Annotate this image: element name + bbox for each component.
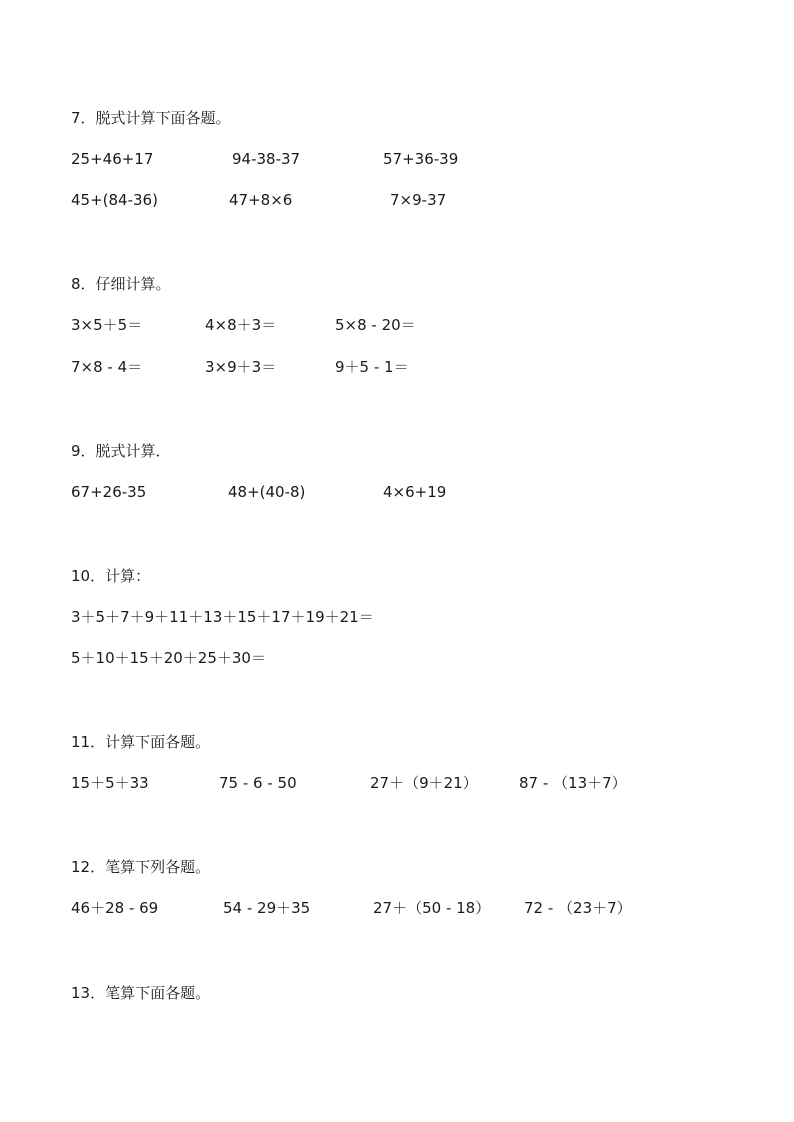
problem-10-1: 3＋5＋7＋9＋11＋13＋15＋17＋19＋21＝ <box>71 608 374 626</box>
problem-12-3: 27＋（50 - 18） <box>373 899 491 917</box>
problem-7-6: 7×9-37 <box>390 191 447 209</box>
section-9-title: 9．脱式计算． <box>71 442 171 460</box>
problem-10-2: 5＋10＋15＋20＋25＋30＝ <box>71 649 266 667</box>
problem-7-5: 47+8×6 <box>229 191 293 209</box>
section-12-title: 12．笔算下列各题。 <box>71 858 211 876</box>
problem-12-2: 54 - 29＋35 <box>223 899 311 917</box>
problem-11-4: 87 - （13＋7） <box>519 774 627 792</box>
problem-8-3: 5×8 - 20＝ <box>335 316 416 334</box>
problem-8-6: 9＋5 - 1＝ <box>335 358 409 376</box>
section-7-title: 7．脱式计算下面各题。 <box>71 109 231 127</box>
problem-8-2: 4×8＋3＝ <box>205 316 277 334</box>
problem-8-1: 3×5＋5＝ <box>71 316 143 334</box>
problem-8-5: 3×9＋3＝ <box>205 358 277 376</box>
section-10-title: 10．计算： <box>71 567 151 585</box>
problem-9-2: 48+(40-8) <box>228 483 306 501</box>
section-8-title: 8．仔细计算。 <box>71 275 171 293</box>
problem-8-4: 7×8 - 4＝ <box>71 358 143 376</box>
problem-7-2: 94-38-37 <box>232 150 301 168</box>
problem-12-4: 72 - （23＋7） <box>524 899 632 917</box>
problem-11-3: 27＋（9＋21） <box>370 774 478 792</box>
problem-7-1: 25+46+17 <box>71 150 154 168</box>
problem-7-3: 57+36-39 <box>383 150 459 168</box>
problem-9-3: 4×6+19 <box>383 483 447 501</box>
section-11-title: 11．计算下面各题。 <box>71 733 211 751</box>
problem-11-2: 75 - 6 - 50 <box>219 774 297 792</box>
section-13-title: 13．笔算下面各题。 <box>71 984 211 1002</box>
problem-11-1: 15＋5＋33 <box>71 774 149 792</box>
problem-9-1: 67+26-35 <box>71 483 147 501</box>
problem-12-1: 46＋28 - 69 <box>71 899 159 917</box>
problem-7-4: 45+(84-36) <box>71 191 158 209</box>
